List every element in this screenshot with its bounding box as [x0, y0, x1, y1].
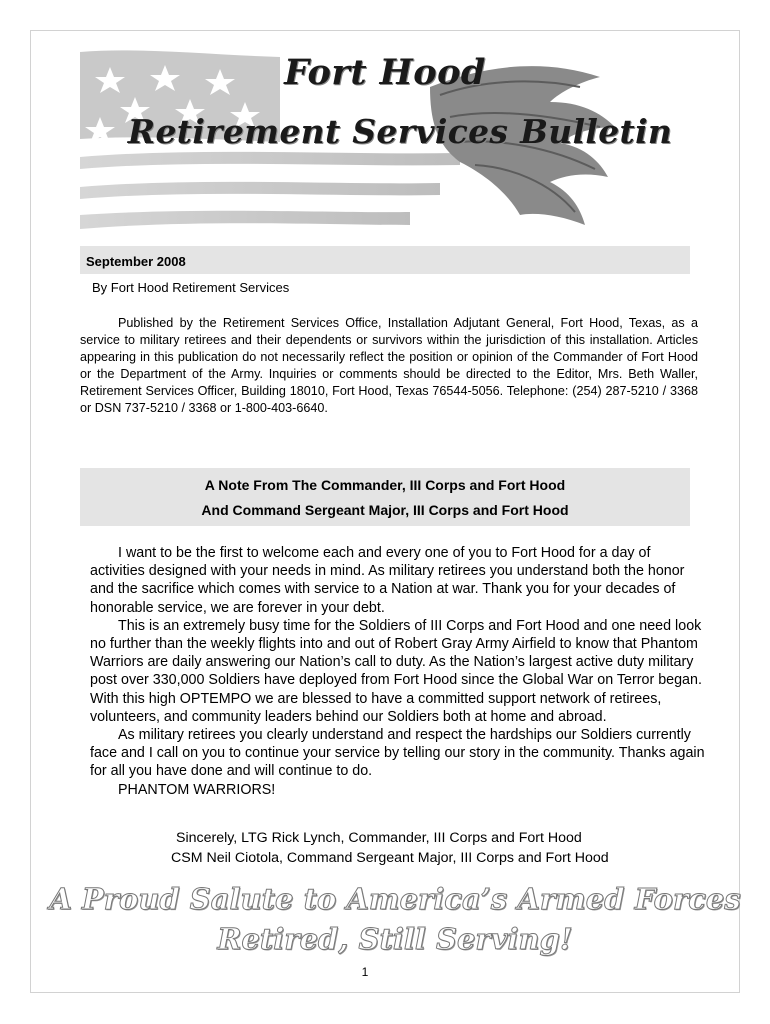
issue-date: September 2008 — [86, 254, 186, 269]
publication-notice: Published by the Retirement Services Office, Installation Adjutant General, Fort Hood, Texas, as a service to military retirees and their dependents or survivors within the jurisdiction of this installation. Articles appearing in this publication do not necessarily reflect the position or opinion of the Commander of Fort Hood or the Department of the Army. Inquiries or comments should be directed to the Editor, Mrs. Beth Waller, Retirement Services Officer, Building 18010, Fort Hood, Texas 76544-5056. Telephone: (254) 287-5210 / 3368 or DSN 737-5210 / 3368 or 1-800-403-6640. — [80, 316, 698, 415]
note-heading-line2: And Command Sergeant Major, III Corps and Fort Hood — [201, 502, 569, 518]
note-heading-line1: A Note From The Commander, III Corps and Fort Hood — [204, 477, 566, 493]
slogan-line1: A Proud Salute to America’s Armed Forces — [49, 882, 741, 916]
byline: By Fort Hood Retirement Services — [92, 280, 290, 295]
letter-paragraph-3: As military retirees you clearly understand and respect the hardships our Soldiers currently face and I call on you to continue your service by telling our story in the community. Thanks again for all you have done and will continue to do. — [90, 727, 705, 780]
slogan-line2: Retired, Still Serving! — [217, 922, 573, 956]
bulletin-title-line2: Retirement Services Bulletin — [127, 112, 673, 151]
signature-line2: CSM Neil Ciotola, Command Sergeant Major, III Corps and Fort Hood — [171, 850, 609, 866]
signature-line1: Sincerely, LTG Rick Lynch, Commander, III Corps and Fort Hood — [176, 830, 582, 846]
letter-paragraph-1: I want to be the first to welcome each and every one of you to Fort Hood for a day of activities designed with your needs in mind. As military retirees you understand both the honor and the sacrifice which comes with service to a Nation at war. Thank you for your decades of honorable service, we are forever in your debt. — [90, 545, 685, 616]
bulletin-title-line1: Fort Hood — [284, 52, 486, 93]
commander-letter — [90, 544, 708, 799]
letter-paragraph-2: This is an extremely busy time for the Soldiers of III Corps and Fort Hood and one need look no further than the weekly flights into and out of Robert Gray Army Airfield to know that Phantom Warriors are daily answering our Nation’s call to duty. As the Nation’s largest active duty military post over 330,000 Soldiers have deployed from Fort Hood since the Global War on Terror began. With this high OPTEMPO we are blessed to have a committed support network of retirees, volunteers, and community leaders behind our Soldiers both at home and abroad. — [90, 617, 702, 725]
letter-paragraph-4: PHANTOM WARRIORS! — [118, 781, 276, 798]
page-number: 1 — [361, 965, 369, 979]
